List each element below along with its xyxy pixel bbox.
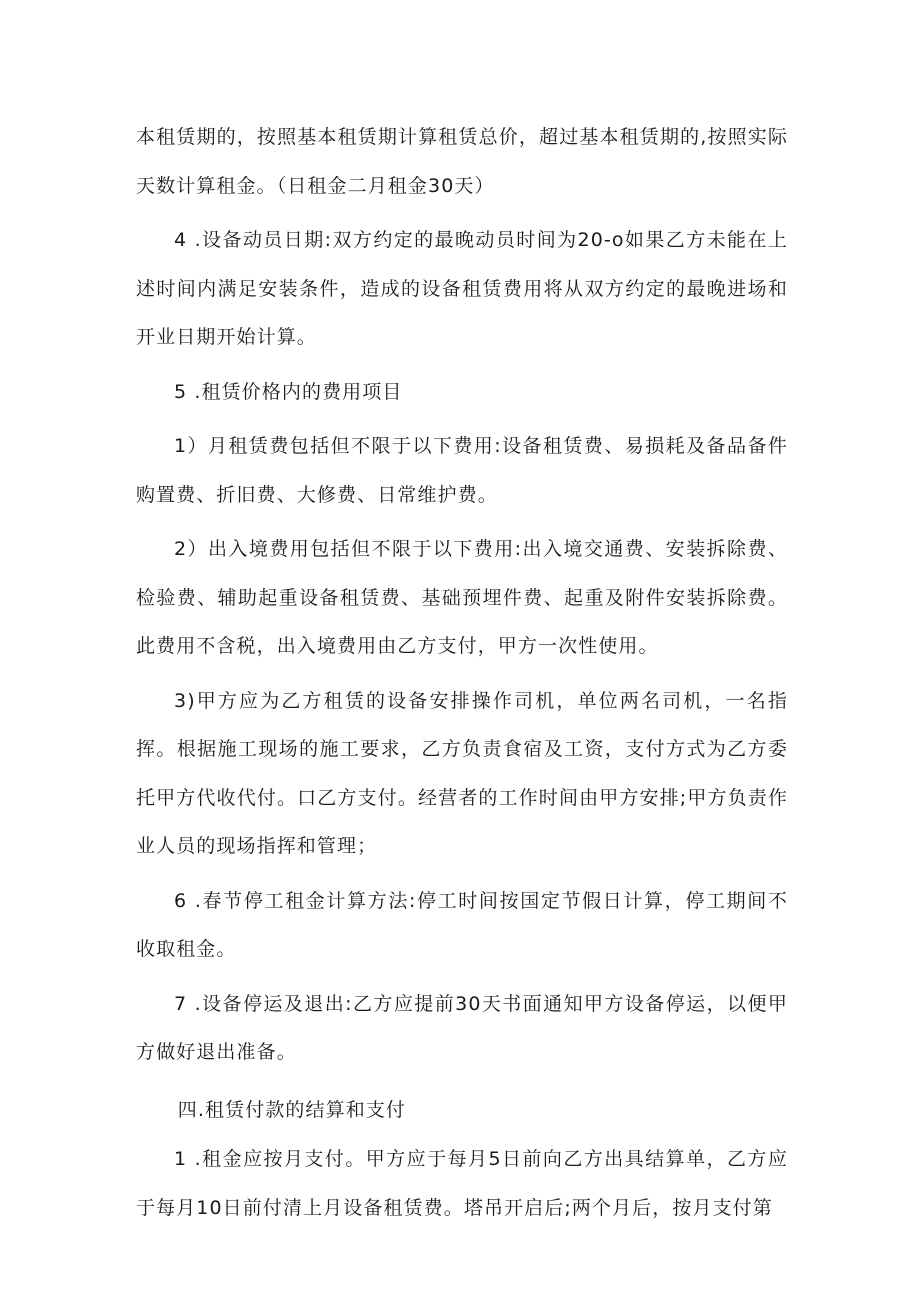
paragraph-spring-festival: 6 .春节停工租金计算方法:停工时间按国定节假日计算，停工期间不收取租金。 (136, 889, 788, 960)
paragraph-entry-exit-fee: 2）出入境费用包括但不限于以下费用:出入境交通费、安装拆除费、检验费、辅助起重设备租赁费、基础预埋件费、起重及附件安装拆除费。此费用不含税，出入境费用由乙方支付，甲方一次性使用。 (136, 538, 788, 657)
paragraph-rental-period: 本租赁期的，按照基本租赁期计算租赁总价，超过基本租赁期的,按照实际天数计算租金。（日租金二月租金30天） (136, 126, 788, 197)
paragraph-fee-items-heading: 5 .租赁价格内的费用项目 (174, 380, 403, 403)
section-heading-settlement: 四.租赁付款的结算和支付 (177, 1098, 407, 1121)
paragraph-monthly-fee: 1）月租赁费包括但不限于以下费用:设备租赁费、易损耗及备品备件购置费、折旧费、大修费、日常维护费。 (136, 435, 788, 506)
paragraph-mobilization-date: 4 .设备动员日期:双方约定的最晚动员时间为20-o如果乙方未能在上述时间内满足安装条件，造成的设备租赁费用将从双方约定的最晚进场和开业日期开始计算。 (136, 229, 788, 348)
document-page (136, 113, 788, 1232)
paragraph-monthly-payment: 1 .租金应按月支付。甲方应于每月5日前向乙方出具结算单，乙方应于每月10日前付清上月设备租赁费。塔吊开启后;两个月后，按月支付第 (136, 1148, 788, 1219)
paragraph-equipment-stop: 7 .设备停运及退出:乙方应提前30天书面通知甲方设备停运，以便甲方做好退出准备。 (136, 992, 788, 1063)
paragraph-operator-arrangement: 3)甲方应为乙方租赁的设备安排操作司机，单位两名司机，一名指挥。根据施工现场的施工要求，乙方负责食宿及工资，支付方式为乙方委托甲方代收代付。口乙方支付。经营者的工作时间由甲方安排;甲方负责作业人员的现场指挥和管理； (136, 689, 788, 857)
